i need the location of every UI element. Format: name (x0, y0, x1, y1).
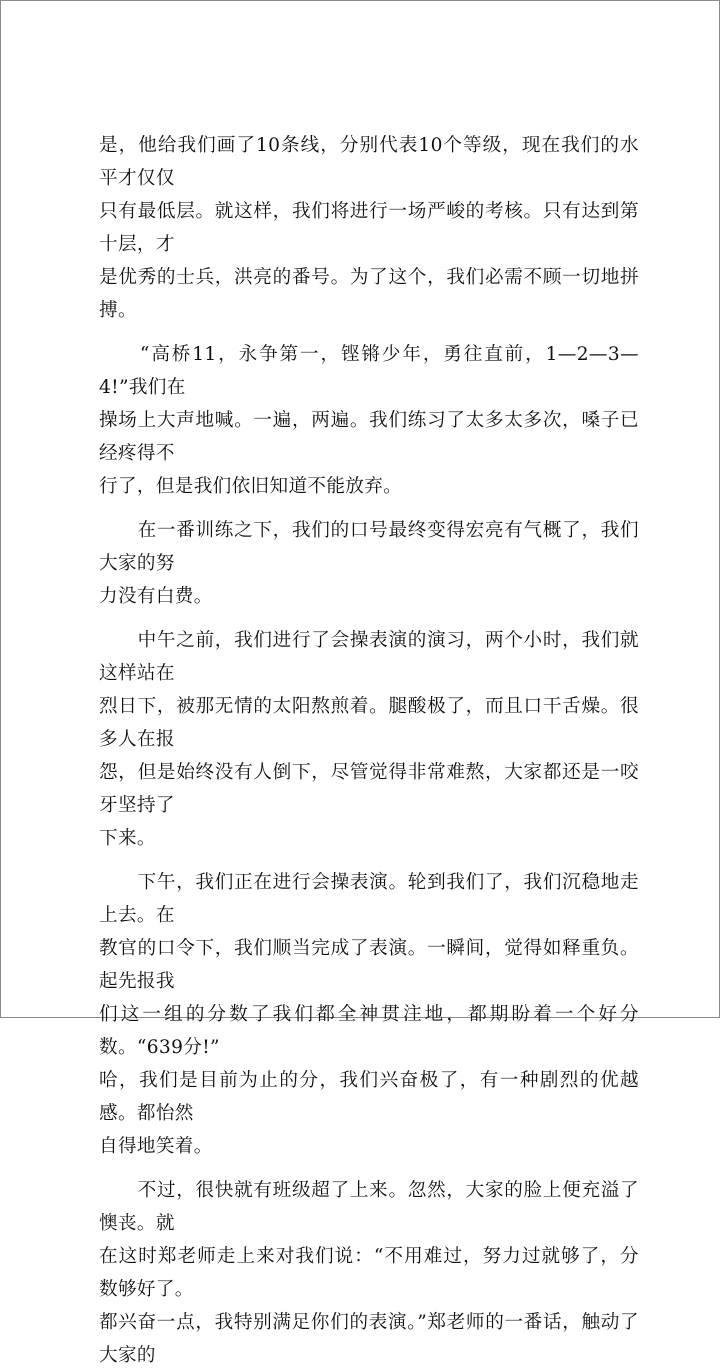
paragraph-4: 中午之前，我们进行了会操表演的演习，两个小时，我们就这样站在 烈日下，被那无情的太阳熬煎着。腿酸极了，而且口干舌燥。很多人在报 怨，但是始终没有人倒下，尽管觉得非常难熬，大家都还是一咬牙坚持了 下来。 (99, 630, 639, 849)
paragraph-5: 下午，我们正在进行会操表演。轮到我们了，我们沉稳地走上去。在 教官的口令下，我们顺当完成了表演。一瞬间，觉得如释重负。起先报我 们这一组的分数了我们都全神贯注地，都期盼着一个好分数。“639分!” 哈，我们是目前为止的分，我们兴奋极了，有一种剧烈的优越感。都怡然 自得地笑着。 (99, 872, 639, 1157)
paragraph-6: 不过，很快就有班级超了上来。忽然，大家的脸上便充溢了懊丧。就 在这时郑老师走上来对我们说：“不用难过，努力过就够了，分数够好了。 都兴奋一点，我特别满足你们的表演。”郑老师的一番话，触动了大家的 (99, 1180, 639, 1366)
paragraph-2: “高桥11，永争第一，铿锵少年，勇往直前，1—2—3—4!”我们在 操场上大声地喊。一遍，两遍。我们练习了太多太多次，嗓子已经疼得不 行了，但是我们依旧知道不能放弃。 (99, 344, 639, 497)
paragraph-3: 在一番训练之下，我们的口号最终变得宏亮有气概了，我们大家的努 力没有白费。 (99, 520, 639, 607)
document-body (99, 129, 639, 1372)
paragraph-1: 是，他给我们画了10条线，分别代表10个等级，现在我们的水平才仅仅 只有最低层。就这样，我们将进行一场严峻的考核。只有达到第十层，才 是优秀的士兵，洪亮的番号。为了这个，我们必需不顾一切地拼搏。 (99, 135, 639, 321)
